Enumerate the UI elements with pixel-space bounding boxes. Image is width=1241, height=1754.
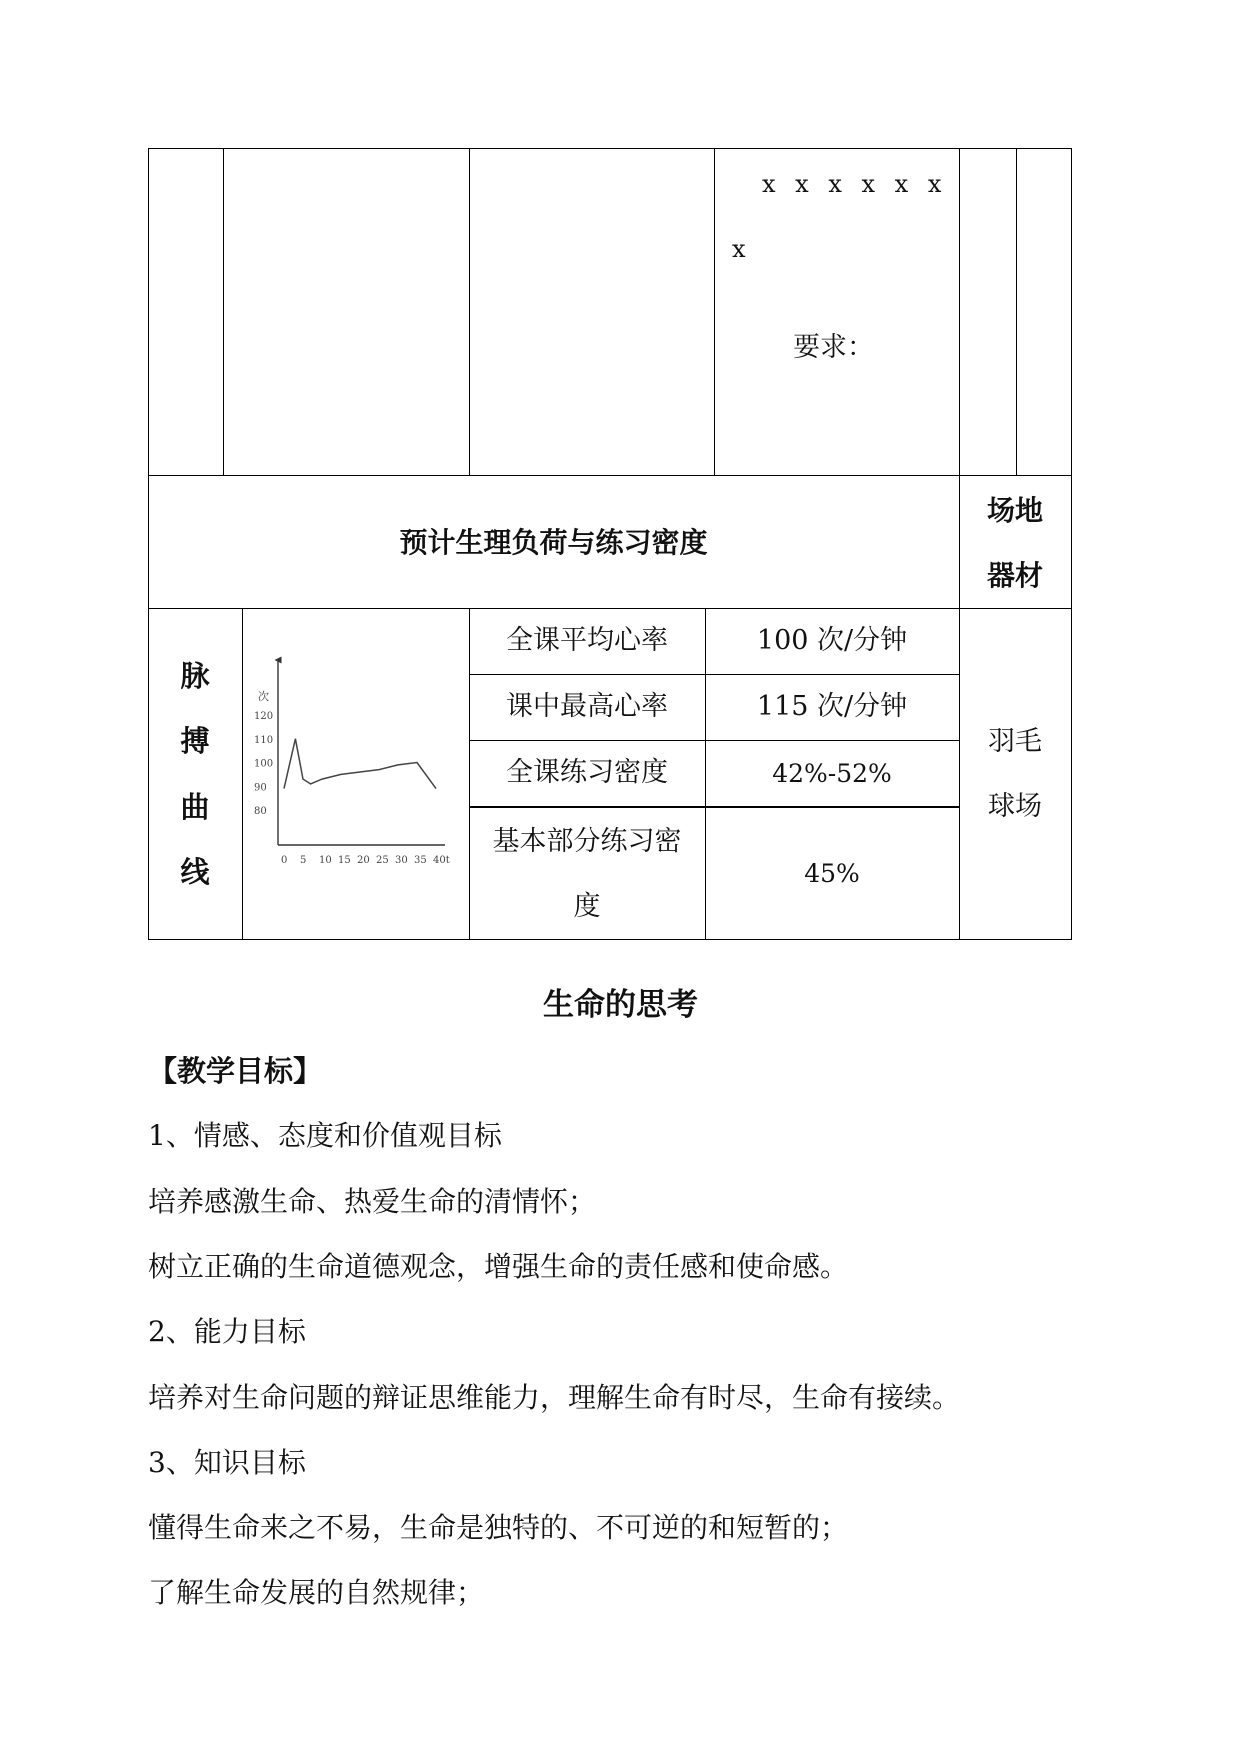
chart-x-tick-label: 10 (319, 855, 332, 866)
chart-x-tick-label: 20 (357, 855, 370, 866)
row1-divider-3 (714, 148, 715, 475)
metric-row-divider-3 (469, 806, 959, 808)
document-title: 生命的思考 (543, 987, 698, 1023)
metric-label-practice-density: 全课练习密度 (506, 757, 668, 788)
chart-x-tick-label: 40t (433, 855, 450, 866)
pulse-label-char: 脉 (180, 659, 210, 693)
chart-y-label: 次 (258, 690, 269, 703)
section-heading: 【教学目标】 (148, 1054, 323, 1088)
paragraph: 3、知识目标 (148, 1446, 306, 1479)
pulse-label-char: 曲 (180, 790, 210, 824)
x-marks-line-1: x x x x x x (762, 170, 948, 198)
row1-divider-1 (223, 148, 224, 475)
metric-label-avg-heart-rate: 全课平均心率 (506, 625, 668, 656)
chart-x-tick-label: 15 (338, 855, 351, 866)
metric-row-divider-2 (469, 740, 959, 741)
physiological-load-heading: 预计生理负荷与练习密度 (399, 526, 708, 559)
chart-x-tick-label: 25 (376, 855, 389, 866)
requirement-label: 要求： (793, 332, 874, 363)
paragraph: 懂得生命来之不易，生命是独特的、不可逆的和短暂的； (148, 1511, 849, 1544)
chart-y-tick-label: 120 (254, 711, 274, 722)
row3-divider-4 (959, 608, 960, 939)
chart-y-tick-label: 110 (254, 734, 274, 746)
paragraph: 1、情感、态度和价值观目标 (148, 1119, 502, 1152)
row1-divider-4 (959, 148, 960, 475)
table-border-bottom (148, 939, 1072, 940)
metric-value-avg-heart-rate: 100 次/分钟 (756, 625, 908, 656)
pulse-label-char: 搏 (180, 724, 210, 758)
pulse-series-line (284, 739, 436, 789)
table-border-right (1071, 148, 1072, 940)
x-marks-line-2: x (732, 235, 746, 263)
metric-label-basic-density-line2: 度 (573, 891, 601, 922)
paragraph: 培养感激生命、热爱生命的清情怀； (148, 1185, 597, 1218)
venue-line2: 球场 (988, 791, 1042, 822)
pulse-label-char: 线 (180, 855, 210, 889)
metric-label-basic-density-line1: 基本部分练习密 (492, 826, 682, 857)
metric-value-practice-density: 42%-52% (772, 759, 892, 788)
chart-x-tick-label: 30 (395, 855, 408, 866)
table-border-top (148, 148, 1072, 149)
pulse-chart (250, 650, 450, 890)
metric-row-divider-1 (469, 674, 959, 675)
row3-divider-1 (242, 608, 243, 939)
paragraph: 培养对生命问题的辩证思维能力，理解生命有时尽，生命有接续。 (148, 1381, 961, 1414)
row1-divider-5 (1016, 148, 1017, 475)
paragraph: 了解生命发展的自然规律； (148, 1576, 485, 1609)
table-border-row1-bottom (148, 475, 1072, 476)
table-border-row2-bottom (148, 608, 1072, 609)
row1-divider-2 (469, 148, 470, 475)
metric-label-max-heart-rate: 课中最高心率 (506, 691, 668, 722)
chart-y-tick-label: 80 (254, 806, 267, 817)
metric-value-basic-density: 45% (804, 859, 860, 888)
chart-x-tick-label: 0 (281, 855, 288, 866)
venue-line1: 羽毛 (988, 726, 1042, 757)
chart-x-tick-label: 35 (414, 855, 427, 866)
venue-equipment-header-line1: 场地 (986, 494, 1043, 527)
paragraph: 树立正确的生命道德观念，增强生命的责任感和使命感。 (148, 1250, 849, 1283)
metric-value-max-heart-rate: 115 次/分钟 (756, 691, 908, 722)
venue-equipment-header-line2: 器材 (986, 559, 1043, 592)
paragraph: 2、能力目标 (148, 1315, 306, 1348)
chart-x-tick-label: 5 (300, 855, 307, 866)
chart-y-tick-label: 100 (254, 758, 274, 770)
chart-y-tick-label: 90 (254, 782, 267, 794)
